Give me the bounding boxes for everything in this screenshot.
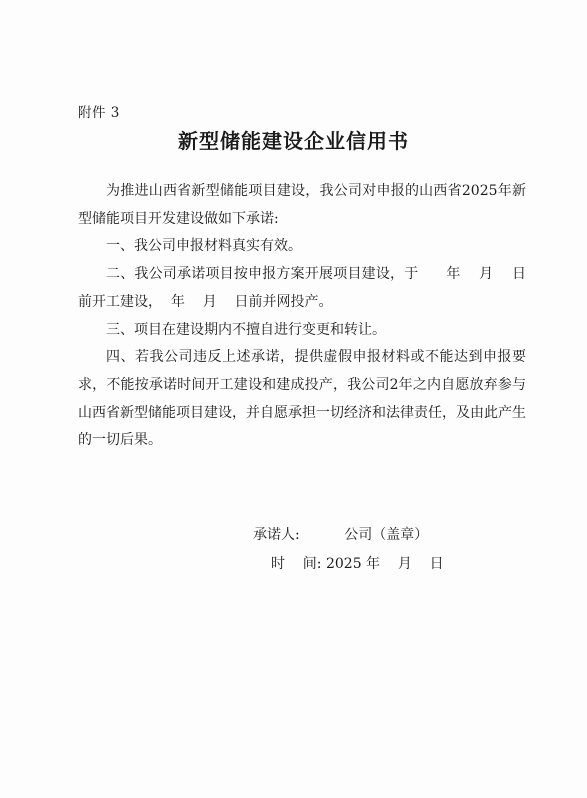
commitment-item-3: 三、项目在建设期内不擅自进行变更和转让。: [106, 321, 386, 338]
commitment-item-2: 二、我公司承诺项目按申报方案开展项目建设，于 年 月 日前开工建设， 年 月 日前并网投产。: [78, 266, 526, 310]
promisor-line: 承诺人: 公司（盖章）: [253, 527, 429, 543]
commitment-item-4: 四、若我公司违反上述承诺，提供虚假申报材料或不能达到申报要求，不能按承诺时间开工建设和建成投产，我公司2年之内自愿放弃参与山西省新型储能项目建设，并自愿承担一切经济和法律责任，及由此产生的一切后果。: [78, 349, 526, 449]
document-body: [78, 178, 526, 455]
attachment-label: 附件 3: [78, 105, 120, 121]
commitment-item-1: 一、我公司申报材料真实有效。: [106, 238, 302, 255]
intro-paragraph: 为推进山西省新型储能项目建设，我公司对申报的山西省2025年新型储能项目开发建设做如下承诺:: [78, 183, 526, 227]
signature-block: [253, 521, 444, 579]
document-title: 新型储能建设企业信用书: [178, 129, 409, 153]
date-line: 时 间: 2025 年 月 日: [271, 556, 444, 572]
